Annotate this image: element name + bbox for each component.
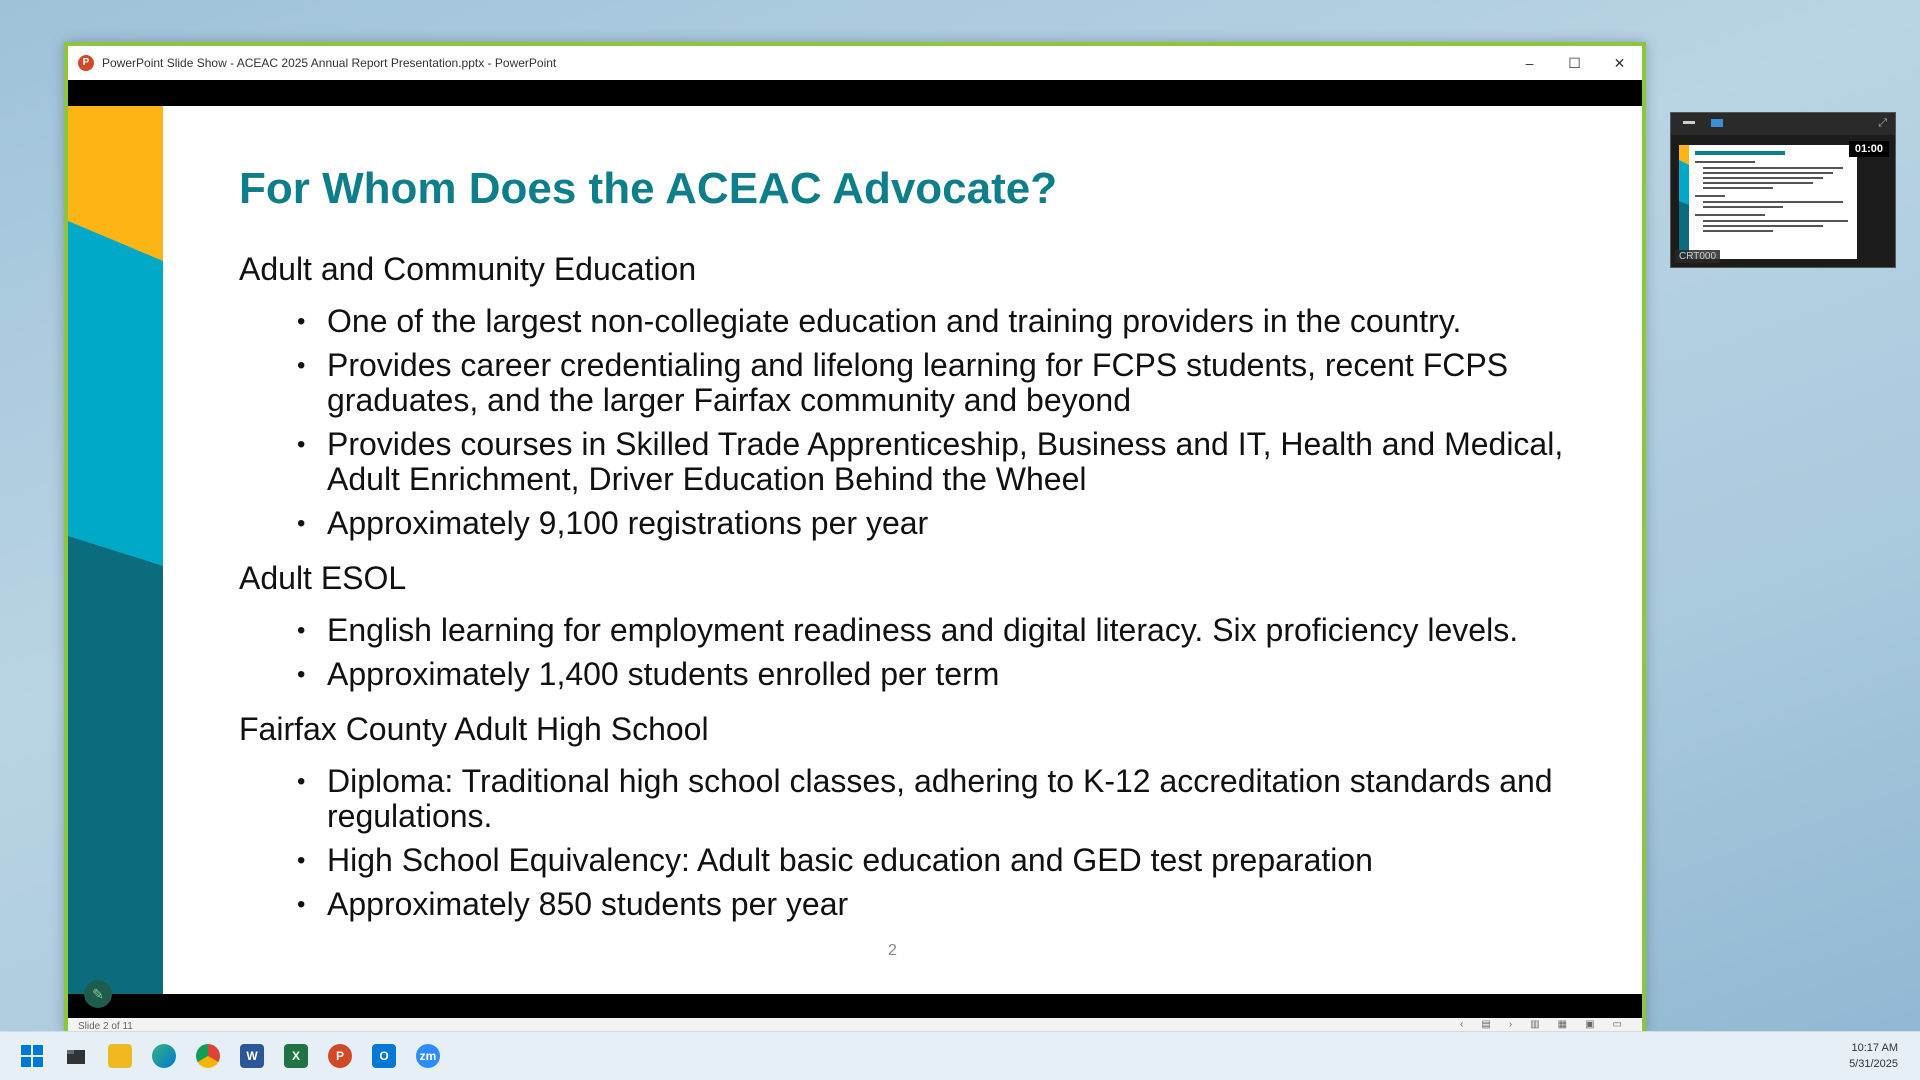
system-clock[interactable] (1849, 1040, 1898, 1072)
thumbnail-screen-icon (1711, 119, 1723, 127)
bullet-item: • One of the largest non-collegiate education and training providers in the country. (327, 304, 1569, 339)
thumbnail-preview-graphic (1679, 145, 1857, 259)
bullet-item: • Provides career credentialing and lifelong learning for FCPS students, recent FCPS graduates, and the larger Fairfax community and beyond (327, 348, 1569, 418)
window-title: PowerPoint Slide Show - ACEAC 2025 Annual Report Presentation.pptx - PowerPoint (102, 56, 557, 70)
bullet-item: • Approximately 1,400 students enrolled per term (327, 657, 1569, 692)
bullet-item: • Provides courses in Skilled Trade Apprenticeship, Business and IT, Health and Medical, Adult Enrichment, Driver Education Behind the Wheel (327, 427, 1569, 497)
window-controls (1507, 46, 1642, 80)
powerpoint-icon[interactable]: P (328, 1044, 352, 1068)
chrome-icon[interactable] (196, 1044, 220, 1068)
edge-icon[interactable] (152, 1044, 176, 1068)
excel-icon[interactable]: X (284, 1044, 308, 1068)
powerpoint-app-icon: P (78, 55, 94, 71)
close-button[interactable]: ✕ (1613, 54, 1626, 71)
outlook-icon[interactable]: O (372, 1044, 396, 1068)
bullet-item: • English learning for employment readiness and digital literacy. Six proficiency levels. (327, 613, 1569, 648)
status-controls (1460, 1019, 1622, 1030)
thumbnail-label: CRT000 (1675, 250, 1720, 263)
slide-decoration (68, 106, 163, 994)
thumbnail-expand-icon[interactable]: ⤢ (1878, 117, 1887, 129)
thumbnail-slide-preview (1679, 145, 1857, 259)
letterbox-bottom (68, 994, 1642, 1018)
bullet-item: • High School Equivalency: Adult basic education and GED test preparation (327, 843, 1569, 878)
bullet-list (239, 304, 1569, 541)
presentation-timer: 01:00 (1849, 141, 1889, 157)
previous-slide-icon[interactable]: ‹ (1460, 1019, 1464, 1030)
powerpoint-window (64, 42, 1646, 1034)
thumbnail-toolbar (1671, 113, 1895, 135)
section-heading: Adult ESOL (239, 560, 407, 596)
taskbar (0, 1031, 1920, 1080)
bullet-item: • Diploma: Traditional high school classes, adhering to K-12 accreditation standards and regulations. (327, 764, 1569, 834)
zoom-icon[interactable]: zm (416, 1044, 440, 1068)
section-adult-esol (239, 559, 1569, 692)
next-slide-icon[interactable]: › (1508, 1019, 1513, 1030)
section-heading: Adult and Community Education (239, 251, 697, 287)
file-explorer-icon[interactable] (64, 1044, 88, 1068)
thumbnail-minimize-icon[interactable] (1683, 121, 1695, 124)
slide-sorter-icon[interactable]: ▦ (1557, 1019, 1568, 1030)
bullet-item: • Approximately 9,100 registrations per year (327, 506, 1569, 541)
maximize-button[interactable]: ☐ (1568, 54, 1581, 71)
slide-counter: Slide 2 of 11 (78, 1020, 133, 1032)
slide-title: For Whom Does the ACEAC Advocate? (239, 164, 1058, 213)
bullet-list (239, 613, 1569, 692)
normal-view-icon[interactable]: ▥ (1530, 1019, 1540, 1030)
word-icon[interactable]: W (240, 1044, 264, 1068)
letterbox-top (68, 80, 1642, 106)
presenter-thumbnail[interactable] (1670, 112, 1896, 268)
slide-canvas (68, 106, 1642, 994)
slide-page-number: 2 (888, 942, 897, 959)
folder-icon[interactable] (108, 1044, 132, 1068)
reading-view-icon[interactable]: ▣ (1585, 1019, 1595, 1030)
section-heading: Fairfax County Adult High School (239, 711, 709, 747)
slide-content (239, 250, 1569, 940)
slideshow-view-icon[interactable]: ▭ (1612, 1019, 1622, 1030)
section-adult-high-school (239, 710, 1569, 922)
bullet-list (239, 764, 1569, 922)
bullet-item: • Approximately 850 students per year (327, 887, 1569, 922)
pen-tool-button[interactable]: ✎ (84, 980, 112, 1008)
clock-date: 5/31/2025 (1849, 1058, 1898, 1070)
clock-time: 10:17 AM (1851, 1042, 1898, 1054)
section-adult-community-education (239, 250, 1569, 541)
minimize-button[interactable]: – (1525, 55, 1534, 71)
title-bar (68, 46, 1642, 80)
windows-start-icon[interactable] (20, 1044, 44, 1068)
slide-menu-icon[interactable]: ▤ (1481, 1019, 1491, 1030)
